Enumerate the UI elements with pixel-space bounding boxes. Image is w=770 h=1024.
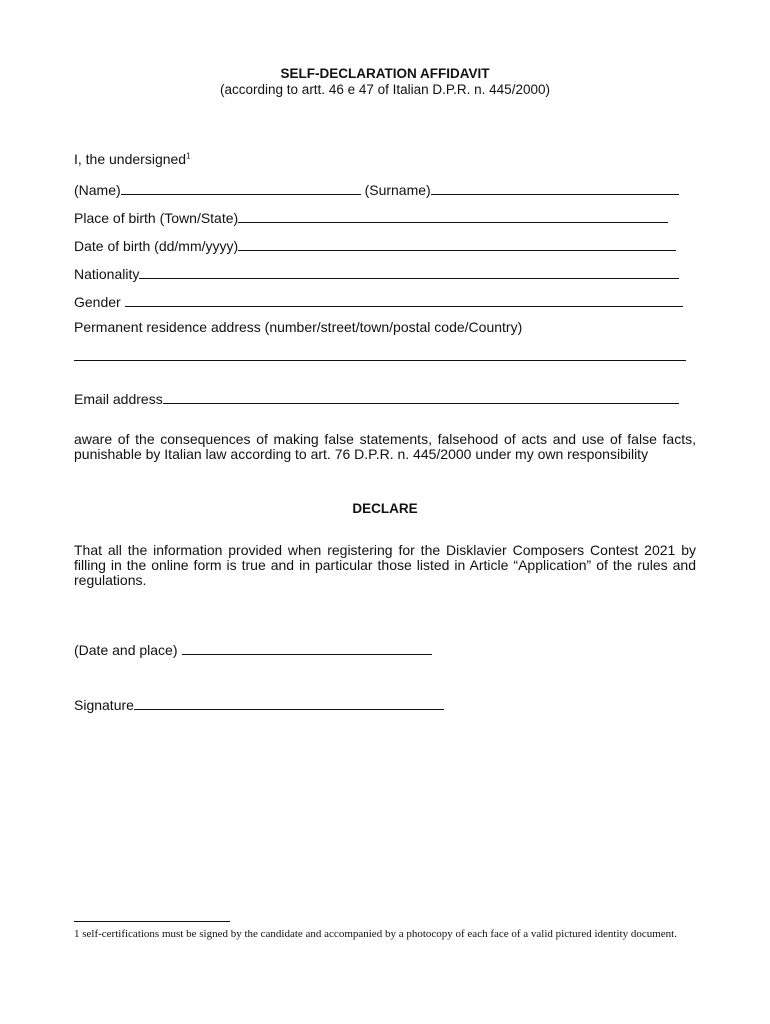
date-of-birth-field[interactable] — [238, 236, 676, 251]
name-field[interactable] — [121, 180, 361, 195]
intro-text: I, the undersigned — [74, 151, 187, 167]
gender-label: Gender — [74, 294, 121, 310]
footnote-text: self-certifications must be signed by the candidate and accompanied by a photocopy of each face of a valid pictured identity document. — [82, 928, 677, 940]
awareness-paragraph: aware of the consequences of making false statements, falsehood of acts and use of false facts, punishable by Italian law according to art. 76 D.P.R. n. 445/2000 under my own responsibility — [74, 431, 696, 462]
gender-field[interactable] — [125, 292, 683, 307]
surname-label: (Surname) — [364, 182, 431, 198]
declaration-paragraph: That all the information provided when registering for the Disklavier Composers Contest 2021 by filling in the online form is true and in particular those listed in Article “Application” of the rules and regulations. — [74, 542, 696, 588]
surname-field[interactable] — [431, 180, 679, 195]
email-row — [74, 389, 679, 407]
name-label: (Name) — [74, 182, 121, 198]
name-row — [74, 180, 679, 198]
intro-line — [74, 151, 191, 167]
place-of-birth-row — [74, 208, 668, 226]
nationality-row — [74, 264, 679, 282]
place-of-birth-field[interactable] — [238, 208, 668, 223]
gender-row — [74, 292, 683, 310]
date-place-label: (Date and place) — [74, 642, 178, 658]
signature-row — [74, 695, 444, 713]
residence-label: Permanent residence address (number/street/town/postal code/Country) — [74, 319, 523, 335]
nationality-field[interactable] — [139, 264, 679, 279]
nationality-label: Nationality — [74, 266, 140, 282]
place-of-birth-label: Place of birth (Town/State) — [74, 210, 239, 226]
residence-label-row — [74, 319, 522, 335]
date-place-row — [74, 640, 432, 658]
signature-label: Signature — [74, 697, 134, 713]
declare-heading: DECLARE — [352, 501, 418, 516]
residence-row — [74, 346, 686, 364]
date-of-birth-row — [74, 236, 676, 254]
footnote-marker: 1 — [186, 151, 191, 161]
residence-field[interactable] — [74, 346, 686, 361]
email-label: Email address — [74, 391, 163, 407]
document-subtitle: (according to artt. 46 e 47 of Italian D.P.R. n. 445/2000) — [220, 82, 550, 97]
footnote — [74, 927, 694, 942]
email-field[interactable] — [163, 389, 679, 404]
footnote-separator — [74, 921, 230, 922]
signature-field[interactable] — [134, 695, 444, 710]
date-of-birth-label: Date of birth (dd/mm/yyyy) — [74, 238, 239, 254]
date-place-field[interactable] — [182, 640, 432, 655]
document-title: SELF-DECLARATION AFFIDAVIT — [280, 66, 490, 81]
footnote-number: 1 — [74, 928, 80, 940]
